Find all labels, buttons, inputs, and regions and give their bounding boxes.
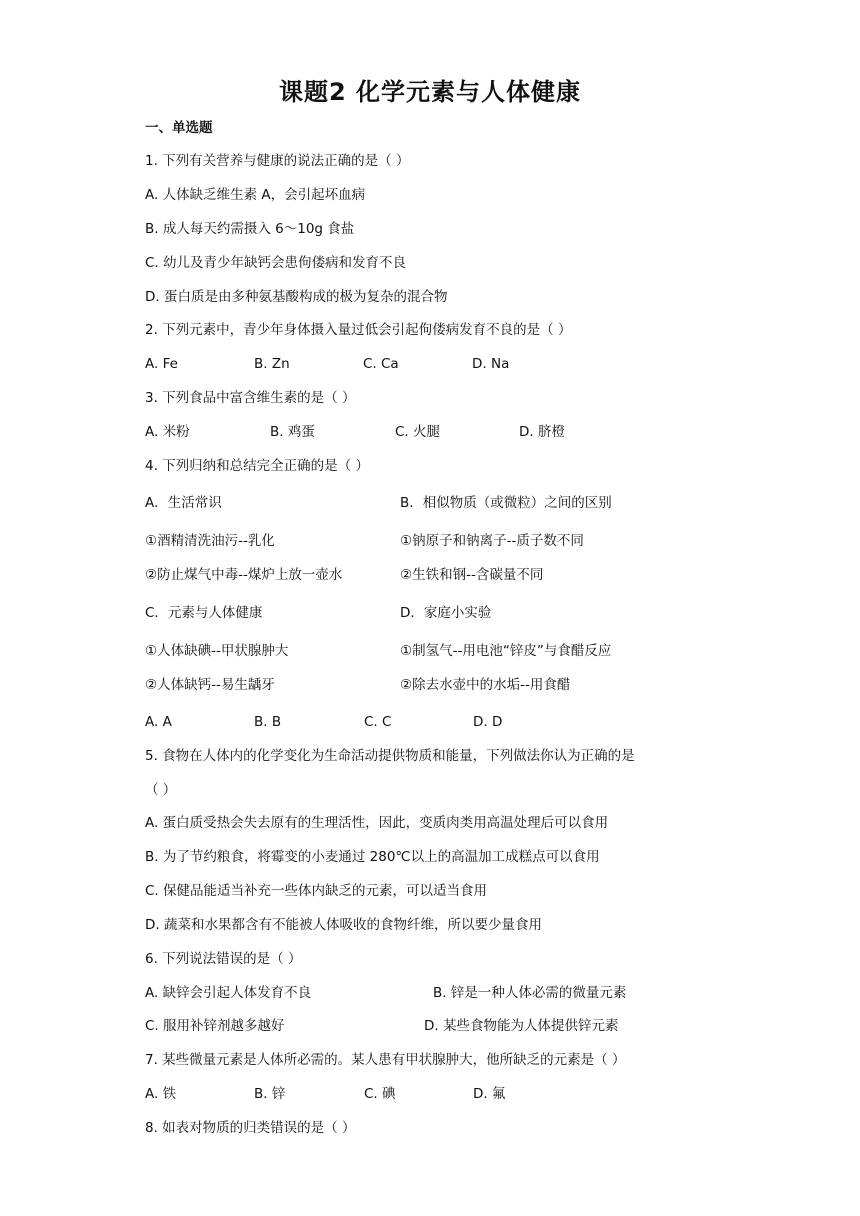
q1-option-b: B. 成人每天约需摄入 6～10g 食盐	[145, 221, 355, 237]
q4-option-c: C. C	[364, 714, 392, 730]
q4-b-heading: B．相似物质（或微粒）之间的区别	[400, 495, 612, 511]
q4-option-d: D. D	[473, 714, 503, 730]
question-5-paren: （ ）	[145, 782, 177, 798]
q4-b-item-2: ②生铁和钢--含碳量不同	[400, 567, 544, 583]
question-8-stem: 8. 如表对物质的归类错误的是（ ）	[145, 1120, 356, 1136]
q4-c-heading: C．元素与人体健康	[145, 605, 263, 621]
q4-c-item-2: ②人体缺钙--易生龋牙	[145, 677, 275, 693]
section-heading: 一、单选题	[145, 120, 213, 136]
q6-option-a: A. 缺锌会引起人体发育不良	[145, 985, 312, 1001]
q7-option-c: C. 碘	[364, 1086, 396, 1102]
q4-option-b: B. B	[254, 714, 282, 730]
q1-option-a: A. 人体缺乏维生素 A，会引起坏血病	[145, 187, 366, 203]
question-7-stem: 7. 某些微量元素是人体所必需的。某人患有甲状腺肿大，他所缺乏的元素是（ ）	[145, 1052, 626, 1068]
q4-c-item-1: ①人体缺碘--甲状腺肿大	[145, 643, 289, 659]
q3-option-b: B. 鸡蛋	[270, 424, 315, 440]
q4-d-heading: D．家庭小实验	[400, 605, 492, 621]
q4-a-item-1: ①酒精清洗油污--乳化	[145, 533, 275, 549]
q2-option-c: C. Ca	[363, 356, 399, 372]
q6-option-b: B. 锌是一种人体必需的微量元素	[433, 985, 627, 1001]
q2-option-b: B. Zn	[254, 356, 290, 372]
q4-b-item-1: ①钠原子和钠离子--质子数不同	[400, 533, 584, 549]
q2-option-a: A. Fe	[145, 356, 178, 372]
q1-option-d: D. 蛋白质是由多种氨基酸构成的极为复杂的混合物	[145, 289, 448, 305]
question-3-stem: 3. 下列食品中富含维生素的是（ ）	[145, 390, 356, 406]
q7-option-b: B. 锌	[254, 1086, 286, 1102]
question-4-stem: 4. 下列归纳和总结完全正确的是（ ）	[145, 458, 369, 474]
q5-option-d: D. 蔬菜和水果都含有不能被人体吸收的食物纤维，所以要少量食用	[145, 917, 542, 933]
q6-option-d: D. 某些食物能为人体提供锌元素	[424, 1018, 619, 1034]
q7-option-d: D. 氟	[473, 1086, 506, 1102]
q5-option-c: C. 保健品能适当补充一些体内缺乏的元素，可以适当食用	[145, 883, 488, 899]
q6-option-c: C. 服用补锌剂越多越好	[145, 1018, 285, 1034]
question-6-stem: 6. 下列说法错误的是（ ）	[145, 951, 302, 967]
q5-option-b: B. 为了节约粮食，将霉变的小麦通过 280℃以上的高温加工成糕点可以食用	[145, 849, 600, 865]
q4-d-item-1: ①制氢气--用电池“锌皮”与食醋反应	[400, 643, 612, 659]
page-title: 课题2 化学元素与人体健康	[278, 78, 582, 106]
question-1-stem: 1. 下列有关营养与健康的说法正确的是（ ）	[145, 153, 410, 169]
question-2-stem: 2. 下列元素中，青少年身体摄入量过低会引起佝偻病发育不良的是（ ）	[145, 322, 572, 338]
q3-option-d: D. 脐橙	[519, 424, 565, 440]
question-5-stem: 5. 食物在人体内的化学变化为生命活动提供物质和能量，下列做法你认为正确的是	[145, 748, 635, 764]
q4-a-item-2: ②防止煤气中毒--煤炉上放一壶水	[145, 567, 343, 583]
q4-a-heading: A．生活常识	[145, 495, 222, 511]
q7-option-a: A. 铁	[145, 1086, 177, 1102]
q4-option-a: A. A	[145, 714, 172, 730]
q3-option-a: A. 米粉	[145, 424, 190, 440]
q1-option-c: C. 幼儿及青少年缺钙会患佝偻病和发育不良	[145, 255, 407, 271]
q2-option-d: D. Na	[472, 356, 510, 372]
q5-option-a: A. 蛋白质受热会失去原有的生理活性，因此，变质肉类用高温处理后可以食用	[145, 815, 609, 831]
q4-d-item-2: ②除去水壶中的水垢--用食醋	[400, 677, 571, 693]
q3-option-c: C. 火腿	[395, 424, 441, 440]
